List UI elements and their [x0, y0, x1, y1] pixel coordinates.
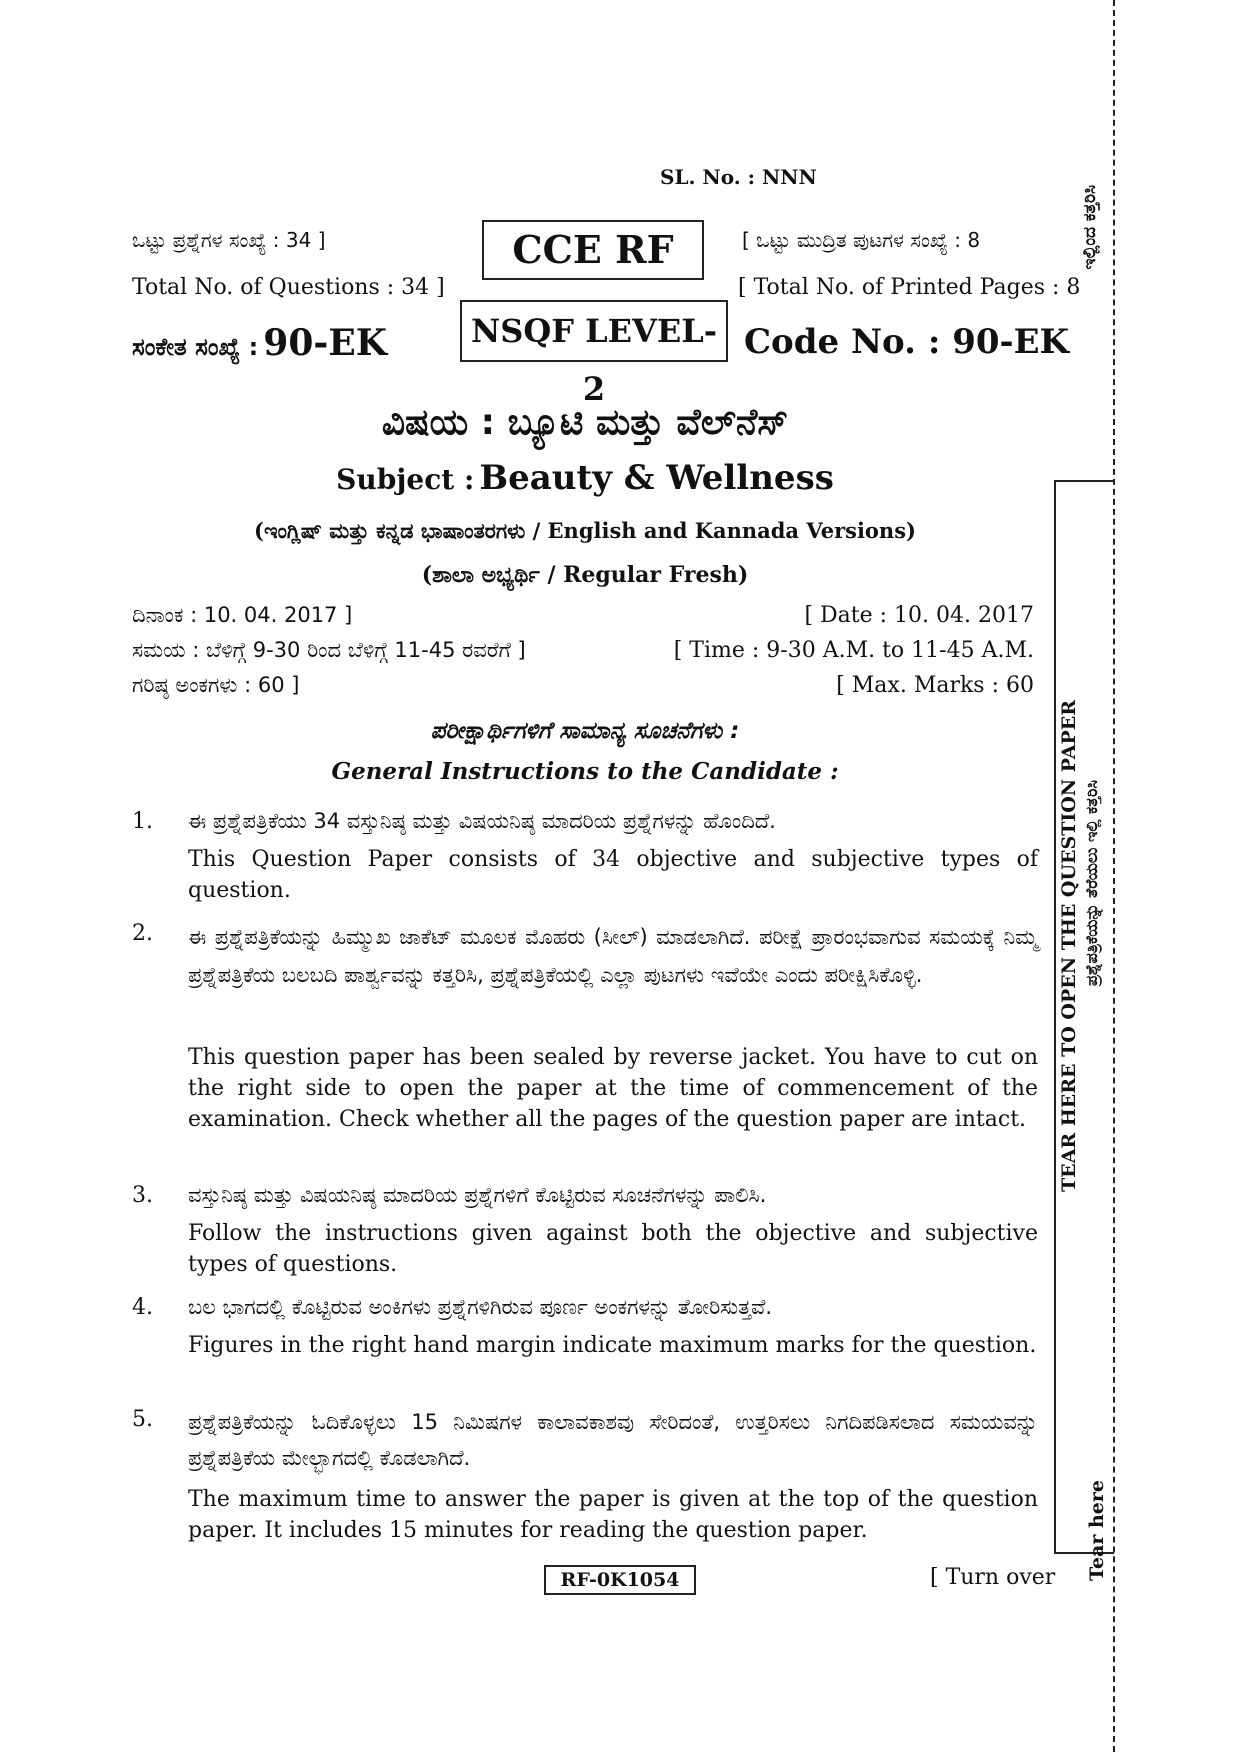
instruction-kn: ಈ ಪ್ರಶ್ನೆಪತ್ರಿಕೆಯು 34 ವಸ್ತುನಿಷ್ಠ ಮತ್ತು ವಿಷಯನಿಷ್ಠ ಮಾದರಿಯ ಪ್ರಶ್ನೆಗಳನ್ನು ಹೊಂದಿದೆ.	[188, 809, 776, 833]
date-kn: ದಿನಾಂಕ : 10. 04. 2017 ]	[132, 603, 353, 627]
serial-number: SL. No. : NNN	[660, 165, 817, 189]
instructions-heading-kn: ಪರೀಕ್ಷಾರ್ಥಿಗಳಿಗೆ ಸಾಮಾನ್ಯ ಸೂಚನೆಗಳು :	[430, 718, 740, 744]
side-tear-open-kn: ಪ್ರಶ್ನೆಪತ್ರಿಕೆಯನ್ನು ತೆರೆಯಲು ಇಲ್ಲಿ ಕತ್ತರಿಸಿ	[1082, 780, 1101, 987]
time-en: [ Time : 9-30 A.M. to 11-45 A.M.	[673, 638, 1034, 663]
total-questions-en: Total No. of Questions : 34 ]	[132, 275, 445, 300]
instruction-item	[132, 1404, 1038, 1544]
side-tear-open-en: TEAR HERE TO OPEN THE QUESTION PAPER	[1058, 700, 1080, 1192]
instruction-en: This question paper has been sealed by reverse jacket. You have to cut on the right side to open the paper at the time of commencement of the examination. Check whether all the pages of the question paper are intact.	[188, 1045, 1038, 1132]
subject-en-label: Subject :	[336, 463, 475, 496]
instruction-number: 5.	[132, 1407, 153, 1432]
instruction-kn: ವಸ್ತುನಿಷ್ಠ ಮತ್ತು ವಿಷಯನಿಷ್ಠ ಮಾದರಿಯ ಪ್ರಶ್ನೆಗಳಿಗೆ ಕೊಟ್ಟಿರುವ ಸೂಚನೆಗಳನ್ನು ಪಾಲಿಸಿ.	[188, 1183, 767, 1207]
candidate-type: (ಶಾಲಾ ಅಭ್ಯರ್ಥಿ / Regular Fresh)	[421, 562, 749, 588]
printed-pages-kn: [ ಒಟ್ಟು ಮುದ್ರಿತ ಪುಟಗಳ ಸಂಖ್ಯೆ : 8	[742, 228, 981, 252]
subject-en	[132, 458, 1038, 498]
instruction-en: The maximum time to answer the paper is given at the top of the question paper. It includes 15 minutes for reading the question paper.	[188, 1487, 1038, 1543]
code-kn	[132, 322, 387, 364]
instruction-item	[132, 1292, 1038, 1392]
instructions-heading-en: General Instructions to the Candidate :	[331, 758, 839, 785]
instruction-item	[132, 1180, 1038, 1280]
paper-code-box: RF-0K1054	[544, 1565, 696, 1595]
instruction-number: 3.	[132, 1183, 153, 1208]
total-questions-kn: ಒಟ್ಟು ಪ್ರಶ್ನೆಗಳ ಸಂಖ್ಯೆ : 34 ]	[132, 228, 326, 252]
instruction-number: 2.	[132, 921, 153, 946]
instruction-kn: ಬಲ ಭಾಗದಲ್ಲಿ ಕೊಟ್ಟಿರುವ ಅಂಕಿಗಳು ಪ್ರಶ್ನೆಗಳಿಗಿರುವ ಪೂರ್ಣ ಅಂಕಗಳನ್ನು ತೋರಿಸುತ್ತವೆ.	[188, 1295, 773, 1319]
marks-kn: ಗರಿಷ್ಠ ಅಂಕಗಳು : 60 ]	[132, 673, 300, 697]
instruction-number: 1.	[132, 809, 153, 834]
exam-box: CCE RF	[482, 220, 704, 280]
turn-over: [ Turn over	[930, 1565, 1056, 1590]
subject-kn: ವಿಷಯ : ಬ್ಯೂಟಿ ಮತ್ತು ವೆಲ್‌ನೆಸ್	[381, 402, 789, 443]
versions: (ಇಂಗ್ಲಿಷ್ ಮತ್ತು ಕನ್ನಡ ಭಾಷಾಂತರಗಳು / English and Kannada Versions)	[254, 518, 916, 543]
instruction-kn: ಪ್ರಶ್ನೆಪತ್ರಿಕೆಯನ್ನು ಓದಿಕೊಳ್ಳಲು 15 ನಿಮಿಷಗಳ ಕಾಲಾವಕಾಶವು ಸೇರಿದಂತೆ, ಉತ್ತರಿಸಲು ನಿಗದಿಪಡಿಸಲಾದ ಸಮಯವನ್ನು ಪ್ರಶ್ನೆಪತ್ರಿಕೆಯ ಮೇಲ್ಭಾಗದಲ್ಲಿ ಕೊಡಲಾಗಿದೆ.	[188, 1410, 1038, 1470]
instruction-kn: ಈ ಪ್ರಶ್ನೆಪತ್ರಿಕೆಯನ್ನು ಹಿಮ್ಮುಖ ಜಾಕೆಟ್ ಮೂಲಕ ಮೊಹರು (ಸೀಲ್) ಮಾಡಲಾಗಿದೆ. ಪರೀಕ್ಷೆ ಪ್ರಾರಂಭವಾಗುವ ಸಮಯಕ್ಕೆ ನಿಮ್ಮ ಪ್ರಶ್ನೆಪತ್ರಿಕೆಯ ಬಲಬದಿ ಪಾರ್ಶ್ವವನ್ನು ಕತ್ತರಿಸಿ, ಪ್ರಶ್ನೆಪತ್ರಿಕೆಯಲ್ಲಿ ಎಲ್ಲಾ ಪುಟಗಳು ಇವೆಯೇ ಎಂದು ಪರೀಕ್ಷಿಸಿಕೊಳ್ಳಿ.	[188, 925, 1038, 987]
subject-en-value: Beauty & Wellness	[479, 458, 834, 498]
instruction-item	[132, 806, 1038, 906]
printed-pages-en: [ Total No. of Printed Pages : 8	[738, 275, 1081, 300]
code-kn-value: 90-EK	[263, 322, 388, 364]
instruction-number: 4.	[132, 1295, 153, 1320]
time-kn: ಸಮಯ : ಬೆಳಿಗ್ಗೆ 9-30 ರಿಂದ ಬೆಳಿಗ್ಗೆ 11-45 ರವರೆಗೆ ]	[132, 638, 526, 662]
instruction-en: This Question Paper consists of 34 objective and subjective types of question.	[188, 847, 1038, 903]
side-tear-kn-top: ಇಲ್ಲಿಂದ ಕತ್ತರಿಸಿ	[1080, 185, 1100, 270]
marks-en: [ Max. Marks : 60	[836, 673, 1034, 698]
instruction-en: Follow the instructions given against both the objective and subjective types of questions.	[188, 1221, 1038, 1277]
instruction-item	[132, 918, 1038, 1158]
code-kn-label: ಸಂಕೇತ ಸಂಖ್ಯೆ :	[132, 333, 259, 361]
instruction-en: Figures in the right hand margin indicate maximum marks for the question.	[188, 1333, 1037, 1358]
side-tear-here-en: Tear here	[1086, 1480, 1108, 1581]
date-en: [ Date : 10. 04. 2017	[804, 603, 1034, 628]
level-box: NSQF LEVEL-2	[460, 300, 728, 362]
code-en: Code No. : 90-EK	[744, 322, 1070, 362]
